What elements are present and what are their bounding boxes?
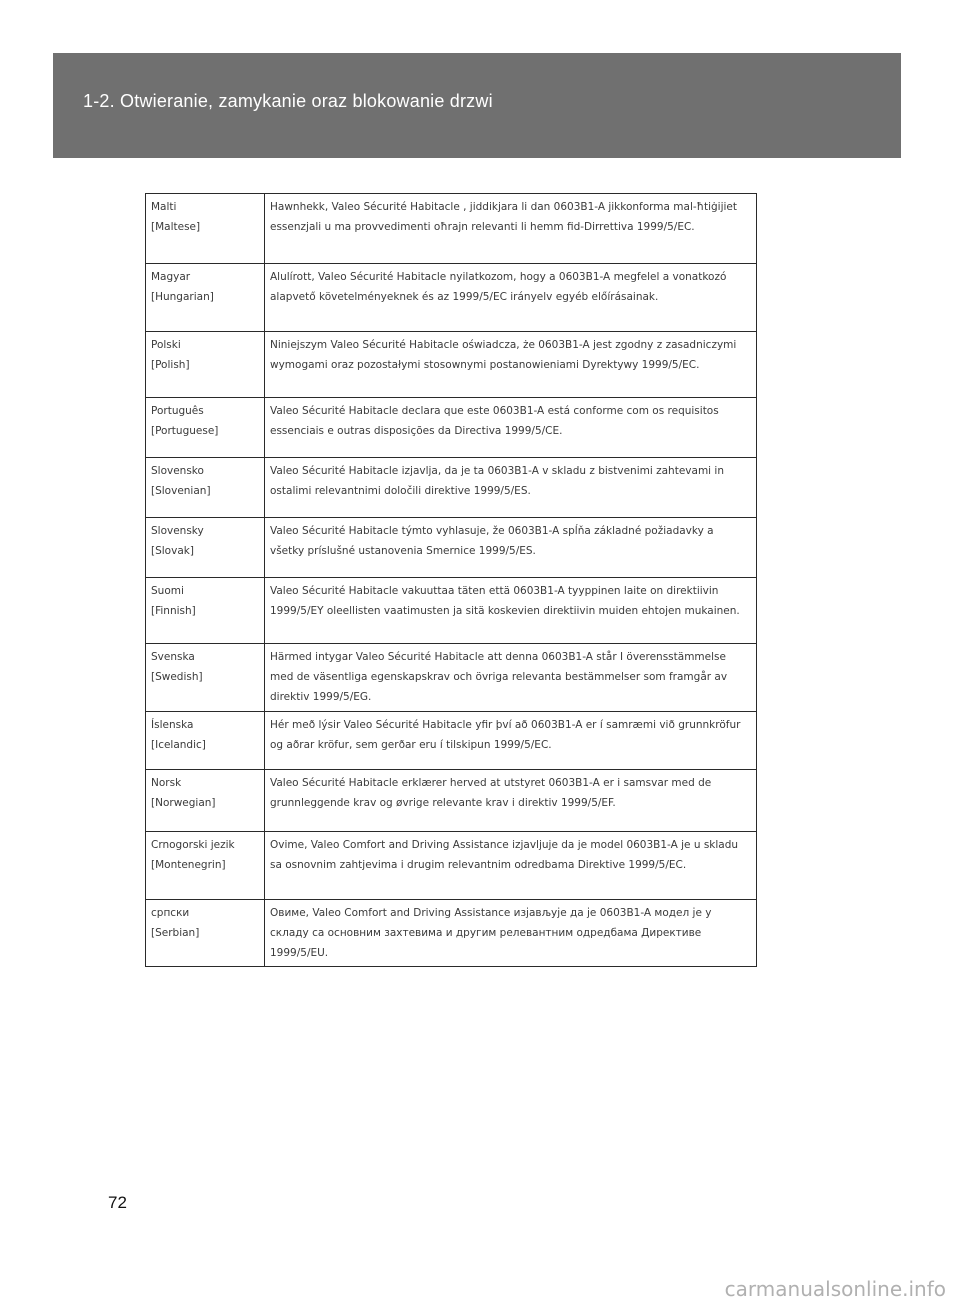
language-name: Português [151, 405, 204, 417]
declaration-text: Valeo Sécurité Habitacle izjavlja, da je ta 0603B1-A v skladu z bistvenimi zahtevami in ostalimi relevantnimi določili direktive 1999/5/ES. [265, 458, 757, 518]
declaration-text: Valeo Sécurité Habitacle vakuuttaa täten että 0603B1-A tyyppinen laite on direktiivin 1999/5/EY oleellisten vaatimusten ja sitä koskevien direktiivin muiden ehtojen mukainen. [265, 578, 757, 644]
chapter-header [53, 53, 901, 158]
table-row [146, 712, 757, 770]
language-english-name: [Swedish] [151, 671, 203, 683]
language-name: Magyar [151, 271, 191, 283]
table-row [146, 832, 757, 900]
language-english-name: [Montenegrin] [151, 859, 226, 871]
table-row [146, 900, 757, 967]
table-row [146, 194, 757, 264]
language-english-name: [Hungarian] [151, 291, 214, 303]
declaration-text: Hér með lýsir Valeo Sécurité Habitacle yfir því að 0603B1-A er í samræmi við grunnkröfur og aðrar kröfur, sem gerðar eru í tilskipun 1999/5/EC. [265, 712, 757, 770]
language-cell [146, 770, 265, 832]
language-english-name: [Icelandic] [151, 739, 206, 751]
language-cell [146, 264, 265, 332]
language-english-name: [Slovak] [151, 545, 194, 557]
language-cell [146, 518, 265, 578]
language-name: Norsk [151, 777, 182, 789]
language-cell [146, 398, 265, 458]
language-cell [146, 900, 265, 967]
table-row [146, 398, 757, 458]
chapter-title: 1-2. Otwieranie, zamykanie oraz blokowanie drzwi [83, 91, 493, 111]
language-english-name: [Polish] [151, 359, 190, 371]
table-row [146, 458, 757, 518]
table-row [146, 264, 757, 332]
table-row [146, 518, 757, 578]
table-row [146, 770, 757, 832]
language-cell [146, 578, 265, 644]
language-name: Íslenska [151, 719, 194, 731]
language-name: Suomi [151, 585, 184, 597]
language-english-name: [Maltese] [151, 221, 201, 233]
language-cell [146, 644, 265, 712]
declaration-text: Alulírott, Valeo Sécurité Habitacle nyilatkozom, hogy a 0603B1-A megfelel a vonatkozó alapvető követelményeknek és az 1999/5/EC irányelv egyéb előírásainak. [265, 264, 757, 332]
language-cell [146, 194, 265, 264]
language-name: Crnogorski jezik [151, 839, 235, 851]
watermark: carmanualsonline.info [724, 1277, 946, 1301]
declaration-text: Ovime, Valeo Comfort and Driving Assistance izjavljuje da je model 0603B1-A je u skladu sa osnovnim zahtjevima i drugim relevantnim odredbama Direktive 1999/5/EC. [265, 832, 757, 900]
language-english-name: [Portuguese] [151, 425, 219, 437]
table-row [146, 332, 757, 398]
table-row [146, 578, 757, 644]
declaration-text: Овиме, Valeo Comfort and Driving Assistance изјављује да је 0603B1-A модел је у складу са основним захтевима и другим релевантним одредбама Директиве 1999/5/EU. [265, 900, 757, 967]
table-row [146, 644, 757, 712]
language-english-name: [Serbian] [151, 927, 200, 939]
language-english-name: [Finnish] [151, 605, 196, 617]
language-english-name: [Norwegian] [151, 797, 216, 809]
declaration-text: Hawnhekk, Valeo Sécurité Habitacle , jiddikjara li dan 0603B1-A jikkonforma mal-ħtiġijiet essenzjali u ma provvedimenti oħrajn relevanti li hemm fid-Dirrettiva 1999/5/EC. [265, 194, 757, 264]
page-number: 72 [108, 1193, 127, 1212]
language-name: Svenska [151, 651, 195, 663]
declaration-text: Valeo Sécurité Habitacle erklærer herved at utstyret 0603B1-A er i samsvar med de grunnleggende krav og øvrige relevante krav i direktiv 1999/5/EF. [265, 770, 757, 832]
language-name: Slovensko [151, 465, 204, 477]
language-cell [146, 458, 265, 518]
language-name: Slovensky [151, 525, 204, 537]
language-cell [146, 712, 265, 770]
language-name: српски [151, 907, 190, 919]
declaration-text: Härmed intygar Valeo Sécurité Habitacle att denna 0603B1-A står I överensstämmelse med de väsentliga egenskapskrav och övriga relevanta bestämmelser som framgår av direktiv 1999/5/EG. [265, 644, 757, 712]
language-english-name: [Slovenian] [151, 485, 211, 497]
declaration-text: Niniejszym Valeo Sécurité Habitacle oświadcza, że 0603B1-A jest zgodny z zasadniczymi wymogami oraz pozostałymi stosownymi postanowieniami Dyrektywy 1999/5/EC. [265, 332, 757, 398]
language-cell [146, 832, 265, 900]
language-name: Polski [151, 339, 181, 351]
language-name: Malti [151, 201, 177, 213]
declaration-table-container [145, 193, 757, 966]
declaration-text: Valeo Sécurité Habitacle týmto vyhlasuje, že 0603B1-A spĺňa základné požiadavky a všetky príslušné ustanovenia Smernice 1999/5/ES. [265, 518, 757, 578]
declaration-text: Valeo Sécurité Habitacle declara que este 0603B1-A está conforme com os requisitos essenciais e outras disposições da Directiva 1999/5/CE. [265, 398, 757, 458]
declaration-table [145, 193, 757, 967]
language-cell [146, 332, 265, 398]
